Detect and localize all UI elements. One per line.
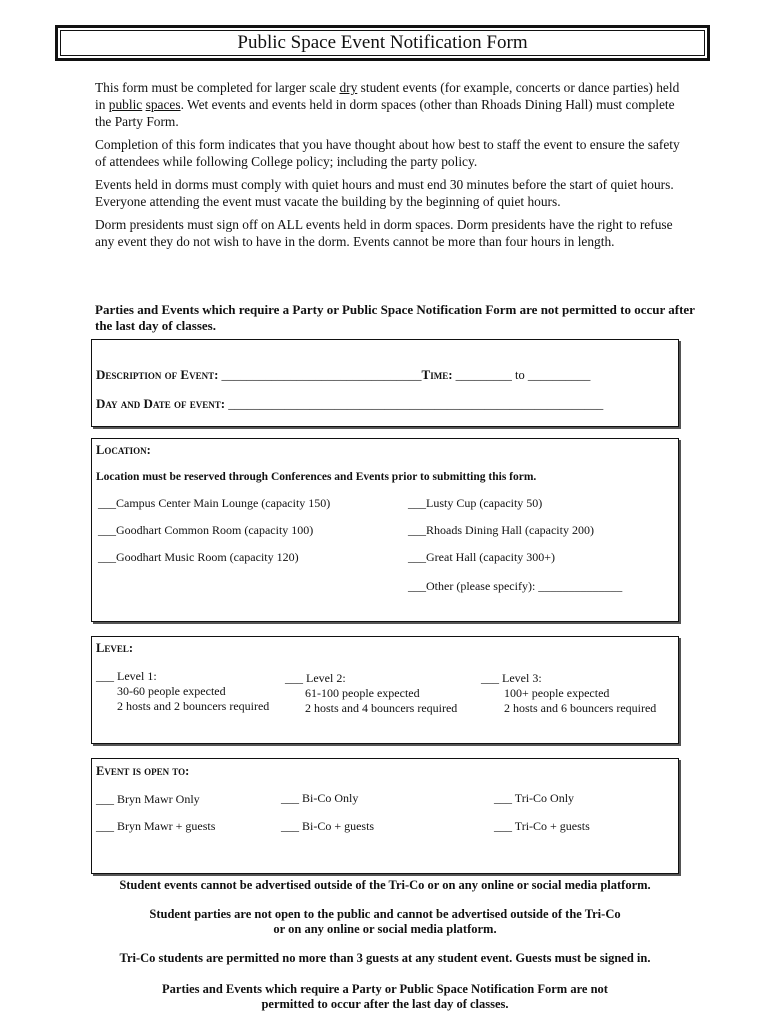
date-row bbox=[96, 396, 603, 412]
footer-note-1: Student events cannot be advertised outside of the Tri-Co or on any online or social media platform. bbox=[119, 878, 651, 892]
event-details-box bbox=[91, 339, 679, 427]
location-option[interactable]: ___Rhoads Dining Hall (capacity 200) bbox=[408, 523, 594, 537]
level-staff: 2 hosts and 6 bouncers required bbox=[504, 701, 657, 715]
intro-paragraph-4: Dorm presidents must sign off on ALL events held in dorm spaces. Dorm presidents have the right to refuse any event they do not wish to have in the dorm. Events cannot be more than four hours in length. bbox=[95, 217, 673, 249]
location-option[interactable]: ___Great Hall (capacity 300+) bbox=[408, 550, 556, 564]
time-start-field[interactable]: _________ bbox=[455, 368, 512, 382]
open-to-option[interactable]: ___ Bryn Mawr Only bbox=[96, 792, 200, 806]
level-option-1[interactable] bbox=[96, 669, 269, 714]
footer-note-4b: permitted to occur after the last day of classes. bbox=[261, 997, 509, 1011]
level-title: ___ Level 3: bbox=[481, 671, 542, 685]
intro-section bbox=[95, 79, 687, 256]
footer-note-2b: or on any online or social media platform. bbox=[273, 922, 497, 936]
intro-underline-public: public bbox=[108, 97, 143, 112]
footer-note-3: Tri-Co students are permitted no more than 3 guests at any student event. Guests must be signed in. bbox=[119, 951, 651, 965]
time-end-field[interactable]: __________ bbox=[527, 368, 591, 382]
location-option-other[interactable]: ___Other (please specify): ______________ bbox=[408, 579, 623, 593]
time-to-label: to bbox=[515, 368, 525, 382]
footer-note-4a: Parties and Events which require a Party or Public Space Notification Form are not bbox=[162, 982, 608, 996]
location-heading: Location: bbox=[96, 443, 151, 457]
title-box bbox=[55, 25, 710, 61]
description-label: Description of Event: bbox=[96, 367, 219, 382]
intro-paragraph-2: Completion of this form indicates that you have thought about how best to staff the event to ensure the safety of attendees while following College policy; including the party policy. bbox=[95, 137, 680, 169]
level-title: ___ Level 1: bbox=[96, 669, 157, 683]
location-note: Location must be reserved through Conferences and Events prior to submitting this form. bbox=[96, 471, 537, 483]
intro-underline-spaces: spaces bbox=[145, 97, 181, 112]
open-to-option[interactable]: ___ Bi-Co Only bbox=[281, 791, 359, 805]
page-title: Public Space Event Notification Form bbox=[237, 32, 528, 53]
level-title: ___ Level 2: bbox=[285, 671, 346, 685]
location-option[interactable]: ___Goodhart Common Room (capacity 100) bbox=[98, 523, 314, 537]
description-field[interactable]: ________________________________ bbox=[221, 368, 422, 382]
intro-text: student events (for example, concerts or dance parties) held in bbox=[95, 80, 680, 112]
intro-underline-dry: dry bbox=[339, 80, 358, 95]
open-to-heading: Event is open to: bbox=[96, 764, 190, 778]
location-box bbox=[91, 438, 679, 622]
intro-text: This form must be completed for larger scale bbox=[95, 80, 340, 95]
location-option[interactable]: ___Campus Center Main Lounge (capacity 150) bbox=[98, 496, 331, 510]
level-option-3[interactable] bbox=[481, 671, 656, 716]
level-staff: 2 hosts and 2 bouncers required bbox=[117, 699, 270, 713]
level-staff: 2 hosts and 4 bouncers required bbox=[305, 701, 458, 715]
location-option[interactable]: ___Lusty Cup (capacity 50) bbox=[408, 496, 543, 510]
level-people: 100+ people expected bbox=[504, 686, 610, 700]
open-to-option[interactable]: ___ Bi-Co + guests bbox=[281, 819, 375, 833]
open-to-option[interactable]: ___ Tri-Co + guests bbox=[494, 819, 590, 833]
intro-text: . Wet events and events held in dorm spaces (other than Rhoads Dining Hall) must complete the Party Form. bbox=[95, 97, 675, 129]
intro-paragraph-1 bbox=[95, 79, 687, 130]
description-row bbox=[96, 367, 590, 383]
open-to-option[interactable]: ___ Bryn Mawr + guests bbox=[96, 819, 216, 833]
time-label: Time: bbox=[421, 367, 453, 382]
date-label: Day and Date of event: bbox=[96, 396, 226, 411]
level-heading: Level: bbox=[96, 641, 134, 655]
open-to-option[interactable]: ___ Tri-Co Only bbox=[494, 791, 575, 805]
open-to-box bbox=[91, 758, 679, 874]
warning-text: Parties and Events which require a Party or Public Space Notification Form are not permitted to occur after the last day of classes. bbox=[95, 302, 695, 333]
date-field[interactable]: ____________________________________________________________ bbox=[228, 397, 604, 411]
level-people: 30-60 people expected bbox=[117, 684, 226, 698]
level-people: 61-100 people expected bbox=[305, 686, 420, 700]
intro-paragraph-3: Events held in dorms must comply with quiet hours and must end 30 minutes before the start of quiet hours. Everyone attending the event must vacate the building by the beginning of quiet hours. bbox=[95, 177, 674, 209]
level-option-2[interactable] bbox=[285, 671, 457, 716]
level-box bbox=[91, 636, 679, 744]
location-option[interactable]: ___Goodhart Music Room (capacity 120) bbox=[98, 550, 299, 564]
footer-note-2a: Student parties are not open to the public and cannot be advertised outside of the Tri-Co bbox=[149, 907, 621, 921]
